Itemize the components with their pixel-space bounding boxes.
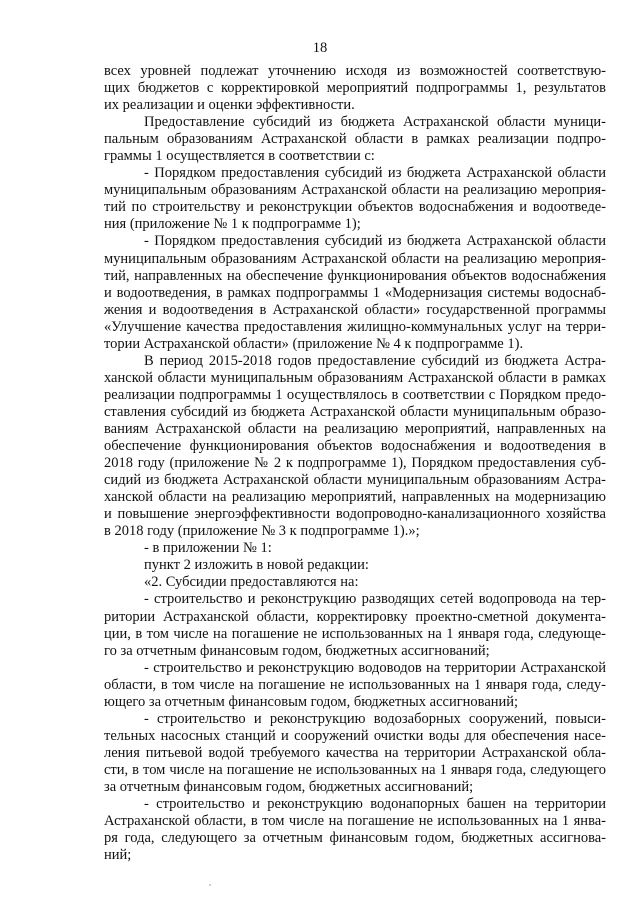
text-line: области, в том числе на погашение не использованных на 1 января года, следу-: [104, 676, 606, 693]
text-line: ставления субсидий из бюджета Астраханской области муниципальным образо-: [104, 403, 606, 420]
paragraph: [104, 711, 606, 796]
paragraph: [104, 233, 606, 352]
text-line: обеспечение функционирования объектов водоснабжения и водоотведения в: [104, 438, 606, 455]
paragraph: [104, 353, 606, 541]
text-line: ря года, следующего за отчетным финансовым годом, бюджетных ассигнова-: [104, 830, 606, 847]
text-line: в 2018 году (приложение № 3 к подпрограмме 1).»;: [104, 523, 420, 540]
text-line: тий по строительству и реконструкции объектов водоснабжения и водоотведе-: [104, 199, 606, 216]
text-line: тории Астраханской области» (приложение № 4 к подпрограмме 1).: [104, 335, 524, 352]
text-line: муниципальным образованиям Астраханской области на реализацию мероприя-: [104, 250, 606, 267]
text-line: - строительство и реконструкцию водонапорных башен на территории: [144, 796, 606, 813]
text-line: ния (приложение № 1 к подпрограмме 1);: [104, 216, 361, 233]
text-line: пальным образованиям Астраханской области в рамках реализации подпро-: [104, 131, 606, 148]
text-line: - строительство и реконструкцию водоводов на территории Астраханской: [144, 659, 606, 676]
text-line: ющего за отчетным финансовым годом, бюджетных ассигнований;: [104, 693, 519, 710]
text-line: - Порядком предоставления субсидий из бюджета Астраханской области: [144, 165, 606, 182]
text-line: ления питьевой водой требуемого качества на территории Астраханской обла-: [104, 744, 606, 761]
text-line: - в приложении № 1:: [144, 540, 272, 557]
text-line: «Улучшение качества предоставления жилищно-коммунальных услуг на терри-: [104, 318, 606, 335]
text-line: всех уровней подлежат уточнению исходя из возможностей соответствую-: [104, 63, 606, 79]
text-line: ции, в том числе на погашение не использованных на 1 января года, следующе-: [104, 625, 606, 642]
paragraph: [104, 114, 606, 165]
text-line: реализации подпрограммы 1 осуществлялось в соответствии с Порядком предо-: [104, 386, 606, 403]
text-line: и водоотведения, в рамках подпрограммы 1 «Модернизация системы водоснаб-: [104, 284, 606, 301]
text-line: - Порядком предоставления субсидий из бюджета Астраханской области: [144, 233, 606, 250]
text-line: - строительство и реконструкцию водозаборных сооружений, повыси-: [144, 710, 606, 727]
text-line: и повышение энергоэффективности водопроводно-канализационного хозяйства: [104, 506, 606, 523]
text-line: Предоставление субсидий из бюджета Астраханской области муници-: [144, 114, 606, 131]
page-number: 18: [312, 40, 328, 56]
text-line: «2. Субсидии предоставляются на:: [144, 574, 359, 591]
paragraph: [104, 660, 606, 711]
text-line: Астраханской области, в том числе на погашение не использованных на 1 янва-: [104, 813, 606, 830]
text-line: щих бюджетов с корректировкой мероприятий подпрограммы 1, результатов: [104, 80, 606, 97]
text-line: ханской области муниципальным образованиям Астраханской области в рамках: [104, 369, 606, 386]
text-line: их реализации и оценки эффективности.: [104, 97, 355, 114]
text-line: В период 2015-2018 годов предоставление субсидий из бюджета Астра-: [144, 352, 606, 369]
text-line: тий, направленных на обеспечение функционирования объектов водоснабжения: [104, 267, 606, 284]
text-line: муниципальным образованиям Астраханской области на реализацию мероприя-: [104, 182, 606, 199]
text-line: сти, в том числе на погашение не использованных на 1 января года, следующего: [104, 761, 606, 778]
text-line: за отчетным финансовым годом, бюджетных ассигнований;: [104, 778, 474, 795]
document-body: [104, 63, 606, 864]
text-line: сидий из бюджета Астраханской области муниципальным образованиям Астра-: [104, 472, 606, 489]
paragraph: [104, 574, 606, 591]
text-line: пункт 2 изложить в новой редакции:: [144, 557, 369, 574]
text-line: тельных насосных станций и сооружений очистки воды для обеспечения насе-: [104, 727, 606, 744]
text-line: граммы 1 осуществляется в соответствии с:: [104, 148, 375, 165]
paragraph: [104, 591, 606, 659]
paragraph: [104, 540, 606, 557]
text-line: ритории Астраханской области, корректировку проектно-сметной документа-: [104, 608, 606, 625]
text-line: го за отчетным финансовым годом, бюджетных ассигнований;: [104, 642, 490, 659]
scan-artifact: [209, 884, 211, 886]
text-line: ваниям Астраханской области на реализацию мероприятий, направленных на: [104, 420, 606, 437]
text-line: - строительство и реконструкцию разводящих сетей водопровода на тер-: [144, 591, 606, 608]
text-line: жения и водоотведения в Астраханской области» государственной программы: [104, 301, 606, 318]
paragraph: [104, 63, 606, 114]
paragraph: [104, 557, 606, 574]
text-line: 2018 году (приложение № 2 к подпрограмме 1), Порядком предоставления суб-: [104, 455, 606, 472]
paragraph: [104, 796, 606, 864]
text-line: ний;: [104, 847, 132, 864]
paragraph: [104, 165, 606, 233]
text-line: ханской области на реализацию мероприятий, направленных на модернизацию: [104, 489, 606, 506]
